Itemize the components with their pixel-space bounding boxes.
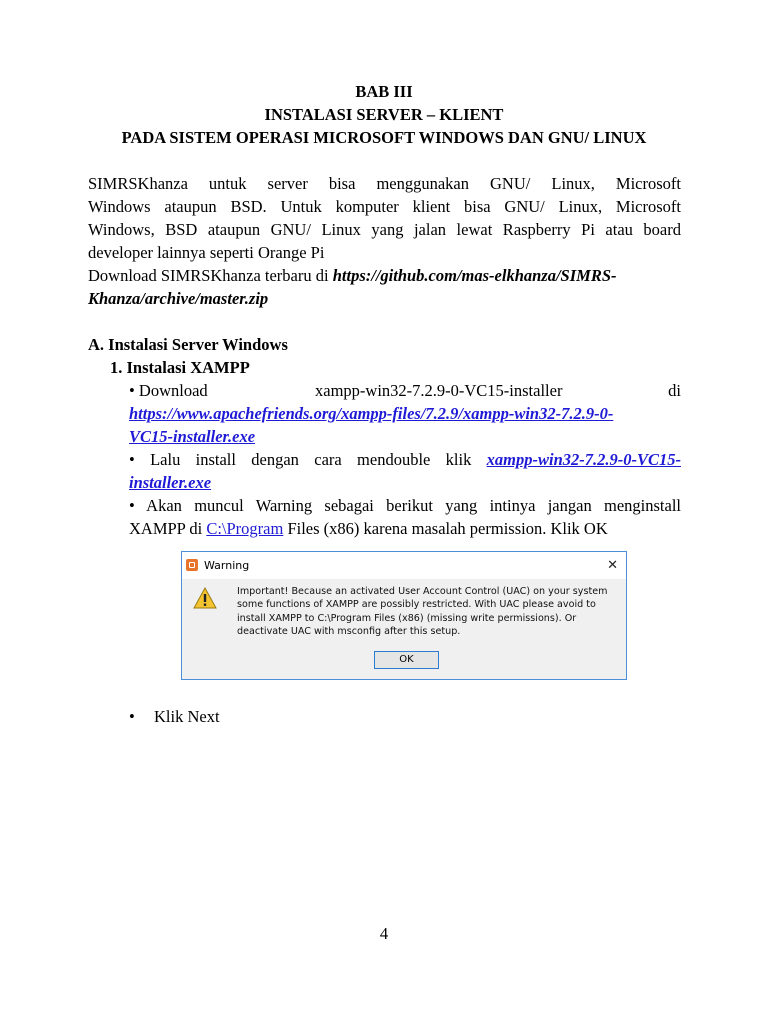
intro-line-3: Windows, BSD ataupun GNU/ Linux yang jalan lewat Raspberry Pi atau board bbox=[88, 220, 681, 239]
page-number: 4 bbox=[379, 924, 389, 943]
bullet-install-text: • Lalu install dengan cara mendouble klik bbox=[129, 450, 487, 469]
apachefriends-link[interactable]: https://www.apachefriends.org/xampp-files/7.2.9/xampp-win32-7.2.9-0- bbox=[129, 404, 614, 423]
program-files-link[interactable]: C:\Program bbox=[206, 519, 284, 538]
dialog-message bbox=[237, 585, 622, 639]
dialog-message-line: deactivate UAC with msconfig after this setup. bbox=[237, 626, 461, 638]
dialog-message-line: some functions of XAMPP are possibly restricted. With UAC please avoid to bbox=[237, 599, 596, 611]
bullet-install bbox=[129, 448, 681, 471]
bullet-warning-line-2 bbox=[129, 517, 681, 540]
installer-link[interactable]: xampp-win32-7.2.9-0-VC15- bbox=[486, 450, 681, 469]
dialog-title: Warning bbox=[204, 559, 250, 572]
ok-button[interactable]: OK bbox=[374, 651, 439, 669]
apachefriends-link-cont[interactable]: VC15-installer.exe bbox=[129, 427, 256, 446]
bullet-download-word: • Download bbox=[129, 381, 208, 400]
download-prefix: Download SIMRSKhanza terbaru di bbox=[88, 266, 333, 285]
bullet-download bbox=[129, 379, 681, 402]
bullet-download-file: xampp-win32-7.2.9-0-VC15-installer bbox=[315, 381, 563, 400]
bullet-warning-line-1: • Akan muncul Warning sebagai berikut yang intinya jangan menginstall bbox=[129, 496, 681, 515]
intro-line-1: SIMRSKhanza untuk server bisa menggunakan GNU/ Linux, Microsoft bbox=[88, 174, 681, 193]
step-1-title: 1. Instalasi XAMPP bbox=[110, 358, 250, 377]
dialog-message-line: install XAMPP to C:\Program Files (x86) (missing write permissions). Or bbox=[237, 612, 577, 624]
chapter-subtitle: INSTALASI SERVER – KLIENT bbox=[264, 105, 504, 124]
download-line bbox=[88, 264, 681, 287]
dialog-titlebar bbox=[182, 552, 626, 579]
bullet-warning-prefix: XAMPP di bbox=[129, 519, 207, 538]
bullet-download-di: di bbox=[668, 381, 681, 400]
bullet-warning-suffix: Files (x86) karena masalah permission. Klik OK bbox=[283, 519, 608, 538]
bullet-next-text: Klik Next bbox=[154, 707, 220, 726]
xampp-icon bbox=[186, 559, 198, 571]
intro-line-4: developer lainnya seperti Orange Pi bbox=[88, 243, 325, 262]
warning-icon bbox=[193, 587, 217, 609]
bullet-dot: • bbox=[129, 707, 135, 726]
dialog-message-line: Important! Because an activated User Account Control (UAC) on your system bbox=[237, 586, 608, 597]
warning-dialog bbox=[181, 551, 627, 680]
chapter-title: BAB III bbox=[355, 82, 413, 101]
installer-link-cont[interactable]: installer.exe bbox=[129, 473, 212, 492]
dialog-body bbox=[182, 579, 626, 679]
close-icon[interactable]: ✕ bbox=[607, 558, 618, 573]
download-url-cont: Khanza/archive/master.zip bbox=[88, 289, 269, 308]
download-url: https://github.com/mas-elkhanza/SIMRS- bbox=[332, 266, 617, 285]
intro-line-2: Windows ataupun BSD. Untuk komputer klient bisa GNU/ Linux, Microsoft bbox=[88, 197, 681, 216]
chapter-subtitle-os: PADA SISTEM OPERASI MICROSOFT WINDOWS DAN GNU/ LINUX bbox=[121, 128, 647, 147]
section-a-title: A. Instalasi Server Windows bbox=[88, 335, 288, 354]
